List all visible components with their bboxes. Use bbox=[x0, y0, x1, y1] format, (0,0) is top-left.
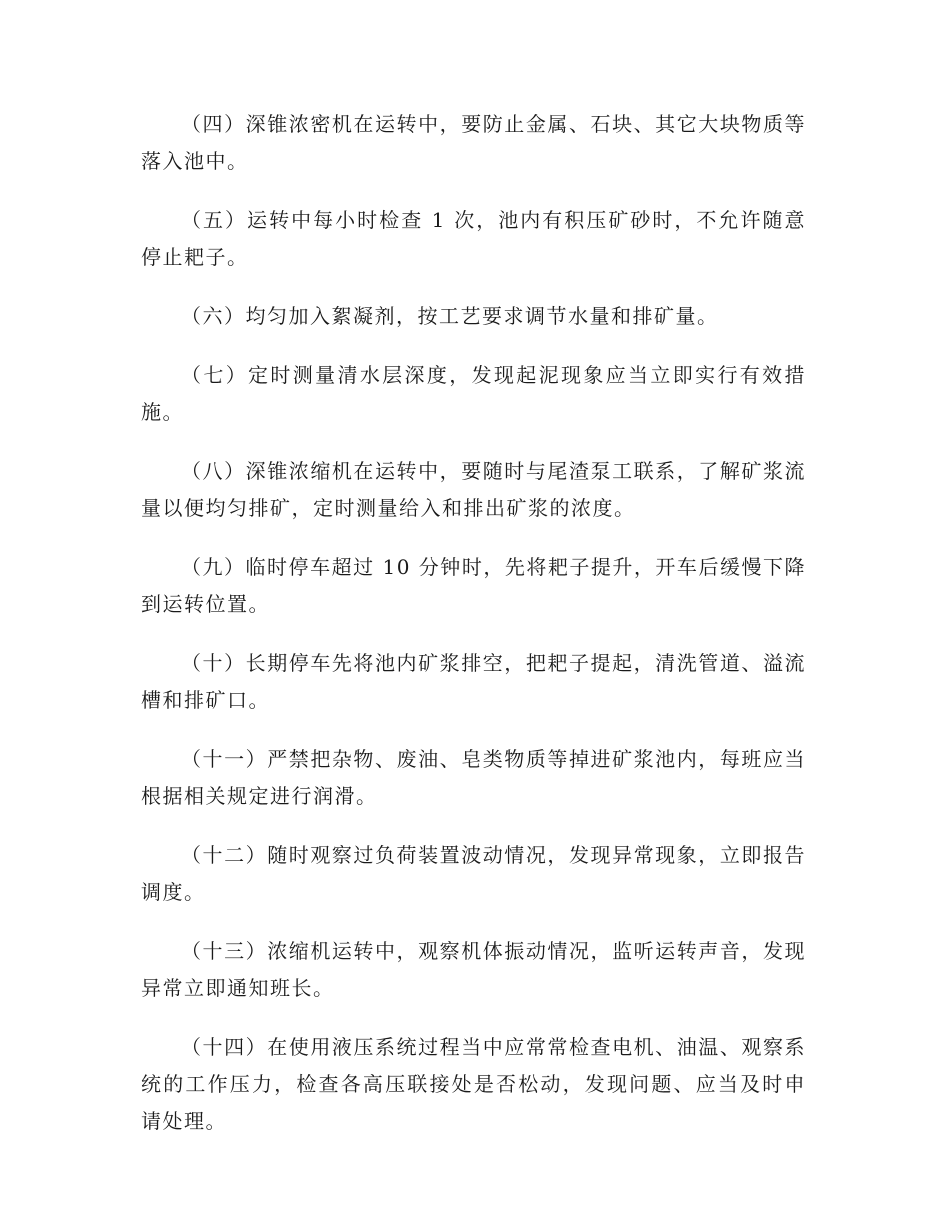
paragraph-10: （十）长期停车先将池内矿浆排空，把耙子提起，清洗管道、溢流槽和排矿口。 bbox=[141, 651, 806, 712]
paragraph-6: （六）均匀加入絮凝剂，按工艺要求调节水量和排矿量。 bbox=[181, 304, 719, 328]
paragraph-7: （七）定时测量清水层深度，发现起泥现象应当立即实行有效措施。 bbox=[141, 363, 806, 424]
paragraph-14: （十四）在使用液压系统过程当中应常常检查电机、油温、观察系统的工作压力，检查各高压联接处是否松动，发现问题、应当及时申请处理。 bbox=[141, 1035, 806, 1133]
paragraph-12: （十二）随时观察过负荷装置波动情况，发现异常现象，立即报告调度。 bbox=[141, 843, 806, 904]
paragraph-13: （十三）浓缩机运转中，观察机体振动情况，监听运转声音，发现异常立即通知班长。 bbox=[141, 939, 806, 1000]
paragraph-4: （四）深锥浓密机在运转中，要防止金属、石块、其它大块物质等落入池中。 bbox=[141, 112, 806, 173]
paragraph-5: （五）运转中每小时检查 1 次，池内有积压矿砂时，不允许随意停止耙子。 bbox=[141, 208, 806, 269]
paragraph-11: （十一）严禁把杂物、废油、皂类物质等掉进矿浆池内，每班应当根据相关规定进行润滑。 bbox=[141, 747, 806, 808]
document-body bbox=[141, 106, 806, 1162]
paragraph-9: （九）临时停车超过 10 分钟时，先将耙子提升，开车后缓慢下降到运转位置。 bbox=[141, 555, 806, 616]
paragraph-8: （八）深锥浓缩机在运转中，要随时与尾渣泵工联系，了解矿浆流量以便均匀排矿，定时测量给入和排出矿浆的浓度。 bbox=[141, 459, 806, 520]
